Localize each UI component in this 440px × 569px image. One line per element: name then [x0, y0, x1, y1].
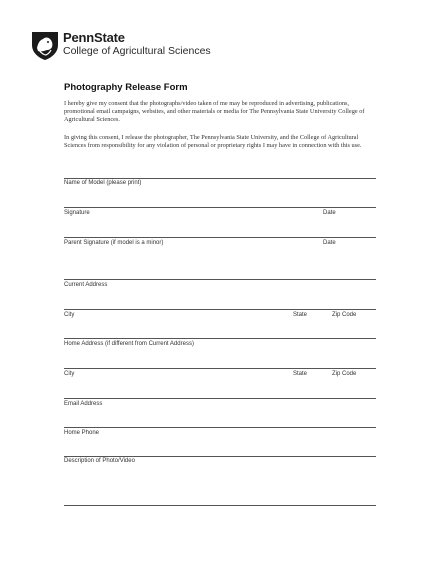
current-address-label: Current Address [64, 282, 108, 288]
current-address-line[interactable] [64, 279, 376, 280]
email-label: Email Address [64, 401, 103, 407]
description-bottom-line[interactable] [64, 505, 376, 506]
signature-date-label: Date [323, 210, 336, 216]
parent-date-label: Date [323, 240, 336, 246]
city-label: City [64, 312, 75, 318]
signature-label: Signature [64, 210, 90, 216]
city-state-zip-line[interactable] [64, 309, 376, 310]
home-state-label: State [293, 371, 308, 377]
state-label: State [293, 312, 308, 318]
home-city-state-zip-line[interactable] [64, 368, 376, 369]
consent-paragraph: I hereby give my consent that the photographs/video taken of me may be reproduced in advertising, publications, promotional email campaigns, websites, and other materials or media for The Pennsylvania State University College of Agricultural Sciences. [64, 100, 365, 123]
home-address-label: Home Address (if different from Current Address) [64, 341, 194, 347]
parent-signature-line[interactable] [64, 237, 376, 238]
signature-line[interactable] [64, 207, 376, 208]
description-line[interactable] [64, 456, 376, 457]
model-name-line[interactable] [64, 178, 376, 179]
description-label: Description of Photo/Video [64, 458, 135, 464]
home-phone-label: Home Phone [64, 430, 100, 436]
model-name-label: Name of Model (please print) [64, 180, 142, 186]
parent-signature-label: Parent Signature (if model is a minor) [64, 240, 164, 246]
home-phone-line[interactable] [64, 427, 376, 428]
college-name: College of Agricultural Sciences [63, 45, 211, 57]
form-title: Photography Release Form [64, 82, 188, 93]
email-line[interactable] [64, 398, 376, 399]
zip-code-label: Zip Code [332, 312, 357, 318]
brand-name: PennState [63, 30, 125, 45]
home-zip-code-label: Zip Code [332, 371, 357, 377]
home-address-line[interactable] [64, 338, 376, 339]
release-paragraph: In giving this consent, I release the photographer, The Pennsylvania State University, and the College of Agricultural Sciences from responsibility for any violation of personal or proprietary rights I may have in connection with this use. [64, 134, 362, 149]
home-city-label: City [64, 371, 75, 377]
nittany-lion-shield-icon [31, 31, 59, 61]
